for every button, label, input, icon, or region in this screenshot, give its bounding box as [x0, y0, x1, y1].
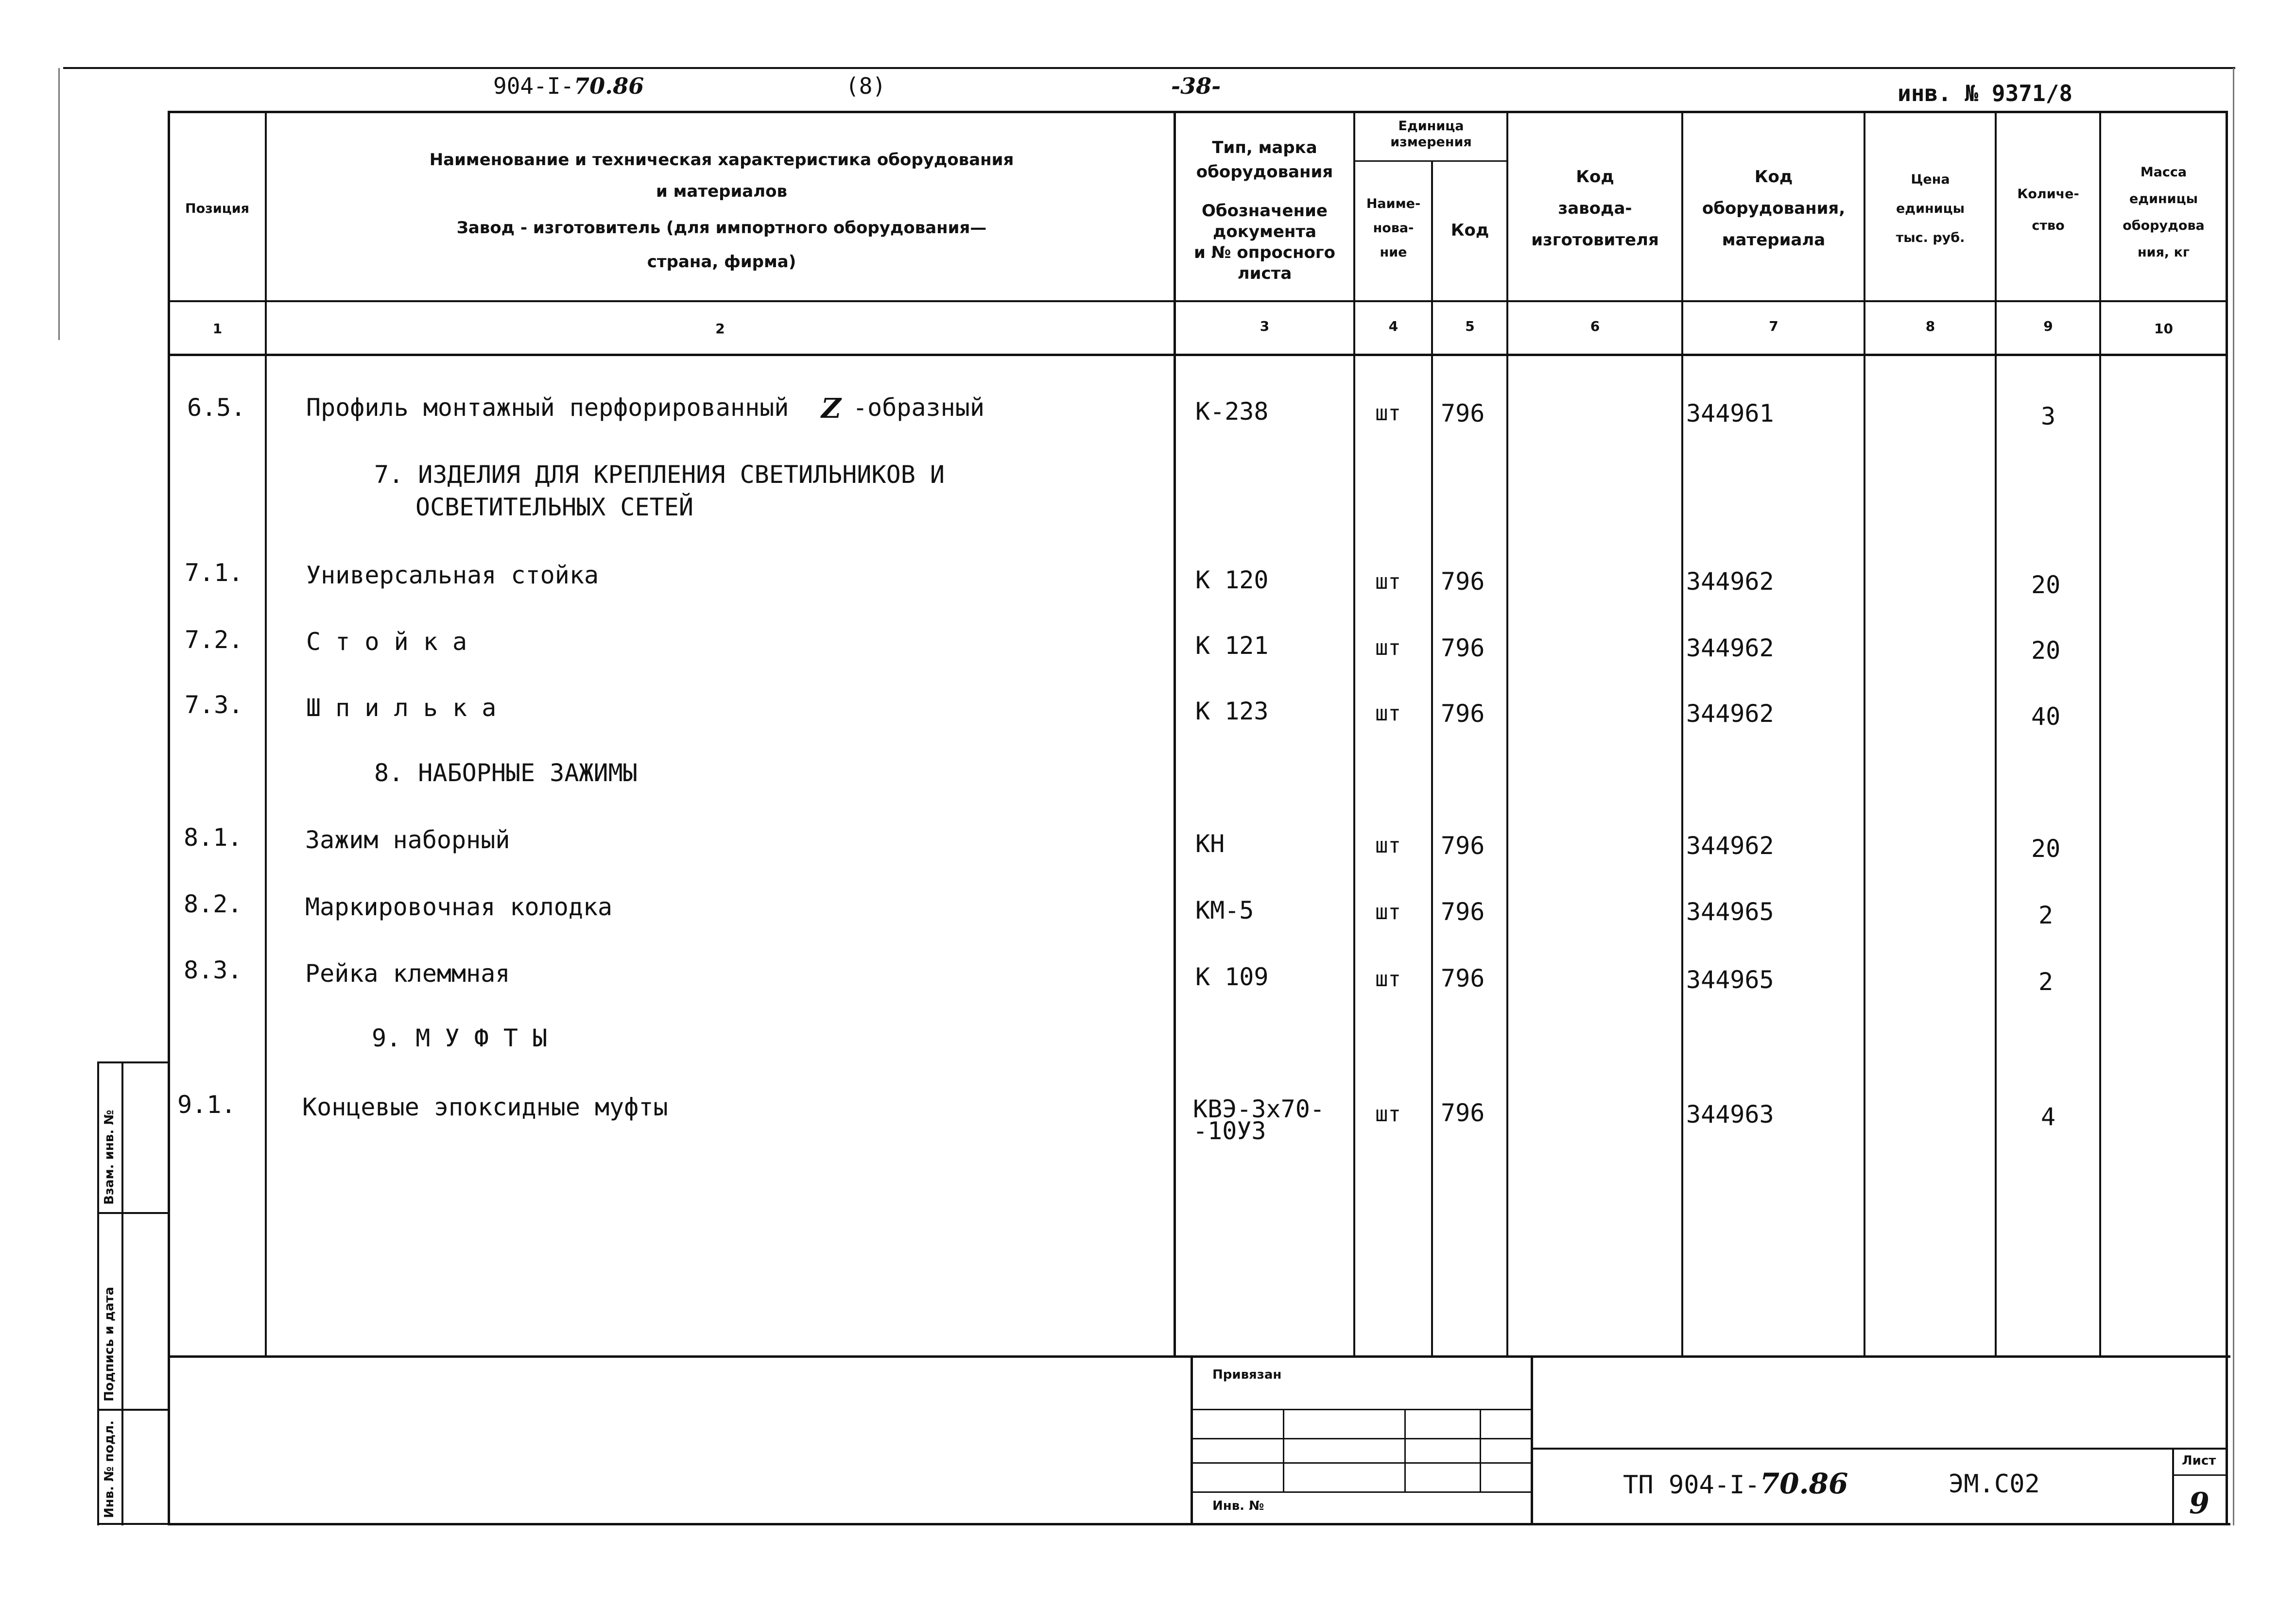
row-unit: шт [1375, 635, 1401, 660]
header-unit-1: Единица [1398, 119, 1464, 134]
header-price-2: единицы [1896, 201, 1965, 216]
header-type-5: и № опросного [1193, 243, 1336, 262]
row-equip-code: 344962 [1686, 832, 1774, 860]
header-name-2: и материалов [656, 182, 788, 201]
col-num-10: 10 [2154, 321, 2173, 337]
row-pos: 8.3. [184, 956, 242, 984]
row-name: Зажим наборный [305, 826, 510, 854]
row-qty: 20 [2031, 571, 2061, 599]
header-equip-1: Код [1754, 167, 1793, 187]
row-pos: 8.2. [184, 890, 242, 918]
doc-code-handwritten: 70.86 [574, 73, 644, 99]
header-price-3: тыс. руб. [1896, 230, 1965, 245]
row-equip-code: 344965 [1686, 898, 1774, 926]
row-unit: шт [1375, 900, 1401, 924]
header-qty-2: ство [2032, 218, 2065, 233]
row-equip-code: 344962 [1686, 700, 1774, 728]
row-unit: шт [1375, 701, 1401, 726]
row-type: К-238 [1195, 397, 1269, 426]
col-num-7: 7 [1769, 318, 1778, 334]
side-inv-sub: Инв. № подл. [102, 1420, 117, 1518]
doc-code-prefix: 904-I- [493, 73, 574, 99]
row-equip-code: 344962 [1686, 634, 1774, 662]
col-num-9: 9 [2043, 318, 2053, 334]
header-equip-2: оборудования, [1702, 199, 1846, 218]
row-code: 796 [1441, 399, 1485, 427]
section-9-title: 9. М У Ф Т Ы [372, 1024, 548, 1052]
row-qty: 2 [2038, 901, 2054, 929]
row-name-suffix: -образный [853, 393, 984, 422]
stamp-doc-prefix: ТП 904-I- [1623, 1470, 1760, 1500]
header-type-4: документа [1212, 222, 1317, 241]
row-pos: 9.1. [177, 1091, 236, 1119]
stamp-inv-label: Инв. № [1212, 1499, 1264, 1513]
side-sign-date: Подпись и дата [102, 1286, 117, 1402]
row-code: 796 [1441, 832, 1485, 860]
header-mass-1: Масса [2140, 165, 2187, 180]
row-code: 796 [1441, 1099, 1485, 1127]
row-type: К 109 [1195, 963, 1269, 991]
header-unit-name-2: нова- [1373, 221, 1414, 236]
row-pos: 6.5. [187, 393, 246, 422]
doc-code [493, 73, 644, 99]
row-qty: 3 [2041, 402, 2056, 430]
row-name-z-symbol: Z [821, 393, 841, 425]
header-mass-3: оборудова [2123, 218, 2205, 233]
row-qty: 4 [2041, 1103, 2056, 1131]
row-code: 796 [1441, 964, 1485, 992]
row-type: К 123 [1195, 697, 1269, 725]
col-num-8: 8 [1925, 318, 1935, 334]
row-pos: 7.3. [185, 691, 243, 719]
header-type-3: Обозначение [1202, 201, 1328, 221]
row-equip-code: 344962 [1686, 567, 1774, 596]
header-unit-2: измерения [1390, 135, 1472, 150]
row-name: С т о й к а [306, 628, 467, 656]
header-type-6: листа [1237, 264, 1292, 283]
page-number: -38- [1171, 73, 1221, 99]
row-qty: 20 [2031, 835, 2061, 863]
header-price-1: Цена [1911, 172, 1950, 187]
header-factory-1: Код [1576, 167, 1614, 187]
row-type: КМ-5 [1195, 896, 1254, 924]
header-factory-2: завода- [1558, 199, 1632, 218]
header-mass-2: единицы [2129, 191, 2198, 206]
row-unit: шт [1375, 967, 1401, 992]
header-unit-name-1: Наиме- [1366, 196, 1421, 211]
header-unit-code: Код [1450, 221, 1489, 240]
header-name-4: страна, фирма) [647, 252, 796, 272]
row-type: КН [1195, 830, 1225, 858]
row-type-line2: -10У3 [1193, 1117, 1266, 1145]
col-num-5: 5 [1465, 318, 1475, 334]
inventory-number: инв. № 9371/8 [1898, 80, 2073, 106]
row-name: Концевые эпоксидные муфты [302, 1093, 668, 1121]
col-num-4: 4 [1388, 318, 1398, 334]
row-code: 796 [1441, 700, 1485, 728]
header-factory-3: изготовителя [1531, 230, 1659, 250]
row-name: Ш п и л ь к а [306, 694, 497, 722]
header-position: Позиция [185, 201, 250, 216]
header-name-1: Наименование и техническая характеристика оборудования [429, 150, 1014, 170]
part-number: (8) [846, 73, 886, 99]
stamp-bound-label: Привязан [1212, 1368, 1282, 1382]
row-equip-code: 344963 [1686, 1100, 1774, 1128]
col-num-6: 6 [1590, 318, 1600, 334]
row-unit: шт [1375, 1102, 1401, 1127]
row-unit: шт [1375, 401, 1401, 426]
row-name: Профиль монтажный перфорированный [306, 393, 789, 422]
row-qty: 40 [2031, 702, 2061, 731]
row-type: К 121 [1195, 632, 1269, 660]
row-code: 796 [1441, 567, 1485, 596]
row-name: Универсальная стойка [306, 561, 599, 589]
row-code: 796 [1441, 634, 1485, 662]
header-type-2: оборудования [1196, 162, 1333, 182]
row-name: Маркировочная колодка [305, 893, 613, 921]
row-pos: 7.2. [185, 626, 243, 654]
header-type-1: Тип, марка [1212, 138, 1317, 157]
stamp-sheet-label: Лист [2182, 1453, 2216, 1468]
row-qty: 2 [2038, 968, 2054, 996]
row-equip-code: 344961 [1686, 399, 1774, 427]
stamp-doc-code [1623, 1467, 1848, 1500]
row-equip-code: 344965 [1686, 966, 1774, 994]
row-qty: 20 [2031, 636, 2061, 665]
side-replace-inv: Взам. инв. № [102, 1110, 117, 1205]
header-name-3: Завод - изготовитель (для импортного оборудования— [456, 218, 987, 238]
row-code: 796 [1441, 898, 1485, 926]
row-pos: 7.1. [185, 559, 243, 587]
col-num-3: 3 [1260, 318, 1270, 334]
stamp-doc-handwritten: 70.86 [1760, 1467, 1848, 1500]
header-equip-3: материала [1722, 230, 1826, 250]
stamp-doc-suffix: ЭМ.С02 [1949, 1470, 2040, 1499]
row-unit: шт [1375, 569, 1401, 594]
row-name: Рейка клеммная [305, 959, 510, 988]
stamp-sheet-number: 9 [2189, 1487, 2210, 1521]
header-qty-1: Количе- [2017, 187, 2079, 202]
section-8-title: 8. НАБОРНЫЕ ЗАЖИМЫ [374, 759, 638, 787]
col-num-1: 1 [212, 321, 223, 337]
row-unit: шт [1375, 833, 1401, 858]
header-mass-4: ния, кг [2138, 245, 2190, 260]
row-type-line1: КВЭ-3х70- [1193, 1095, 1325, 1123]
section-7-title-1: 7. ИЗДЕЛИЯ ДЛЯ КРЕПЛЕНИЯ СВЕТИЛЬНИКОВ И [374, 461, 945, 489]
row-type: К 120 [1195, 566, 1269, 594]
col-num-2: 2 [715, 321, 725, 337]
row-pos: 8.1. [184, 823, 242, 852]
header-unit-name-3: ние [1380, 245, 1407, 260]
section-7-title-2: ОСВЕТИТЕЛЬНЫХ СЕТЕЙ [415, 493, 693, 521]
